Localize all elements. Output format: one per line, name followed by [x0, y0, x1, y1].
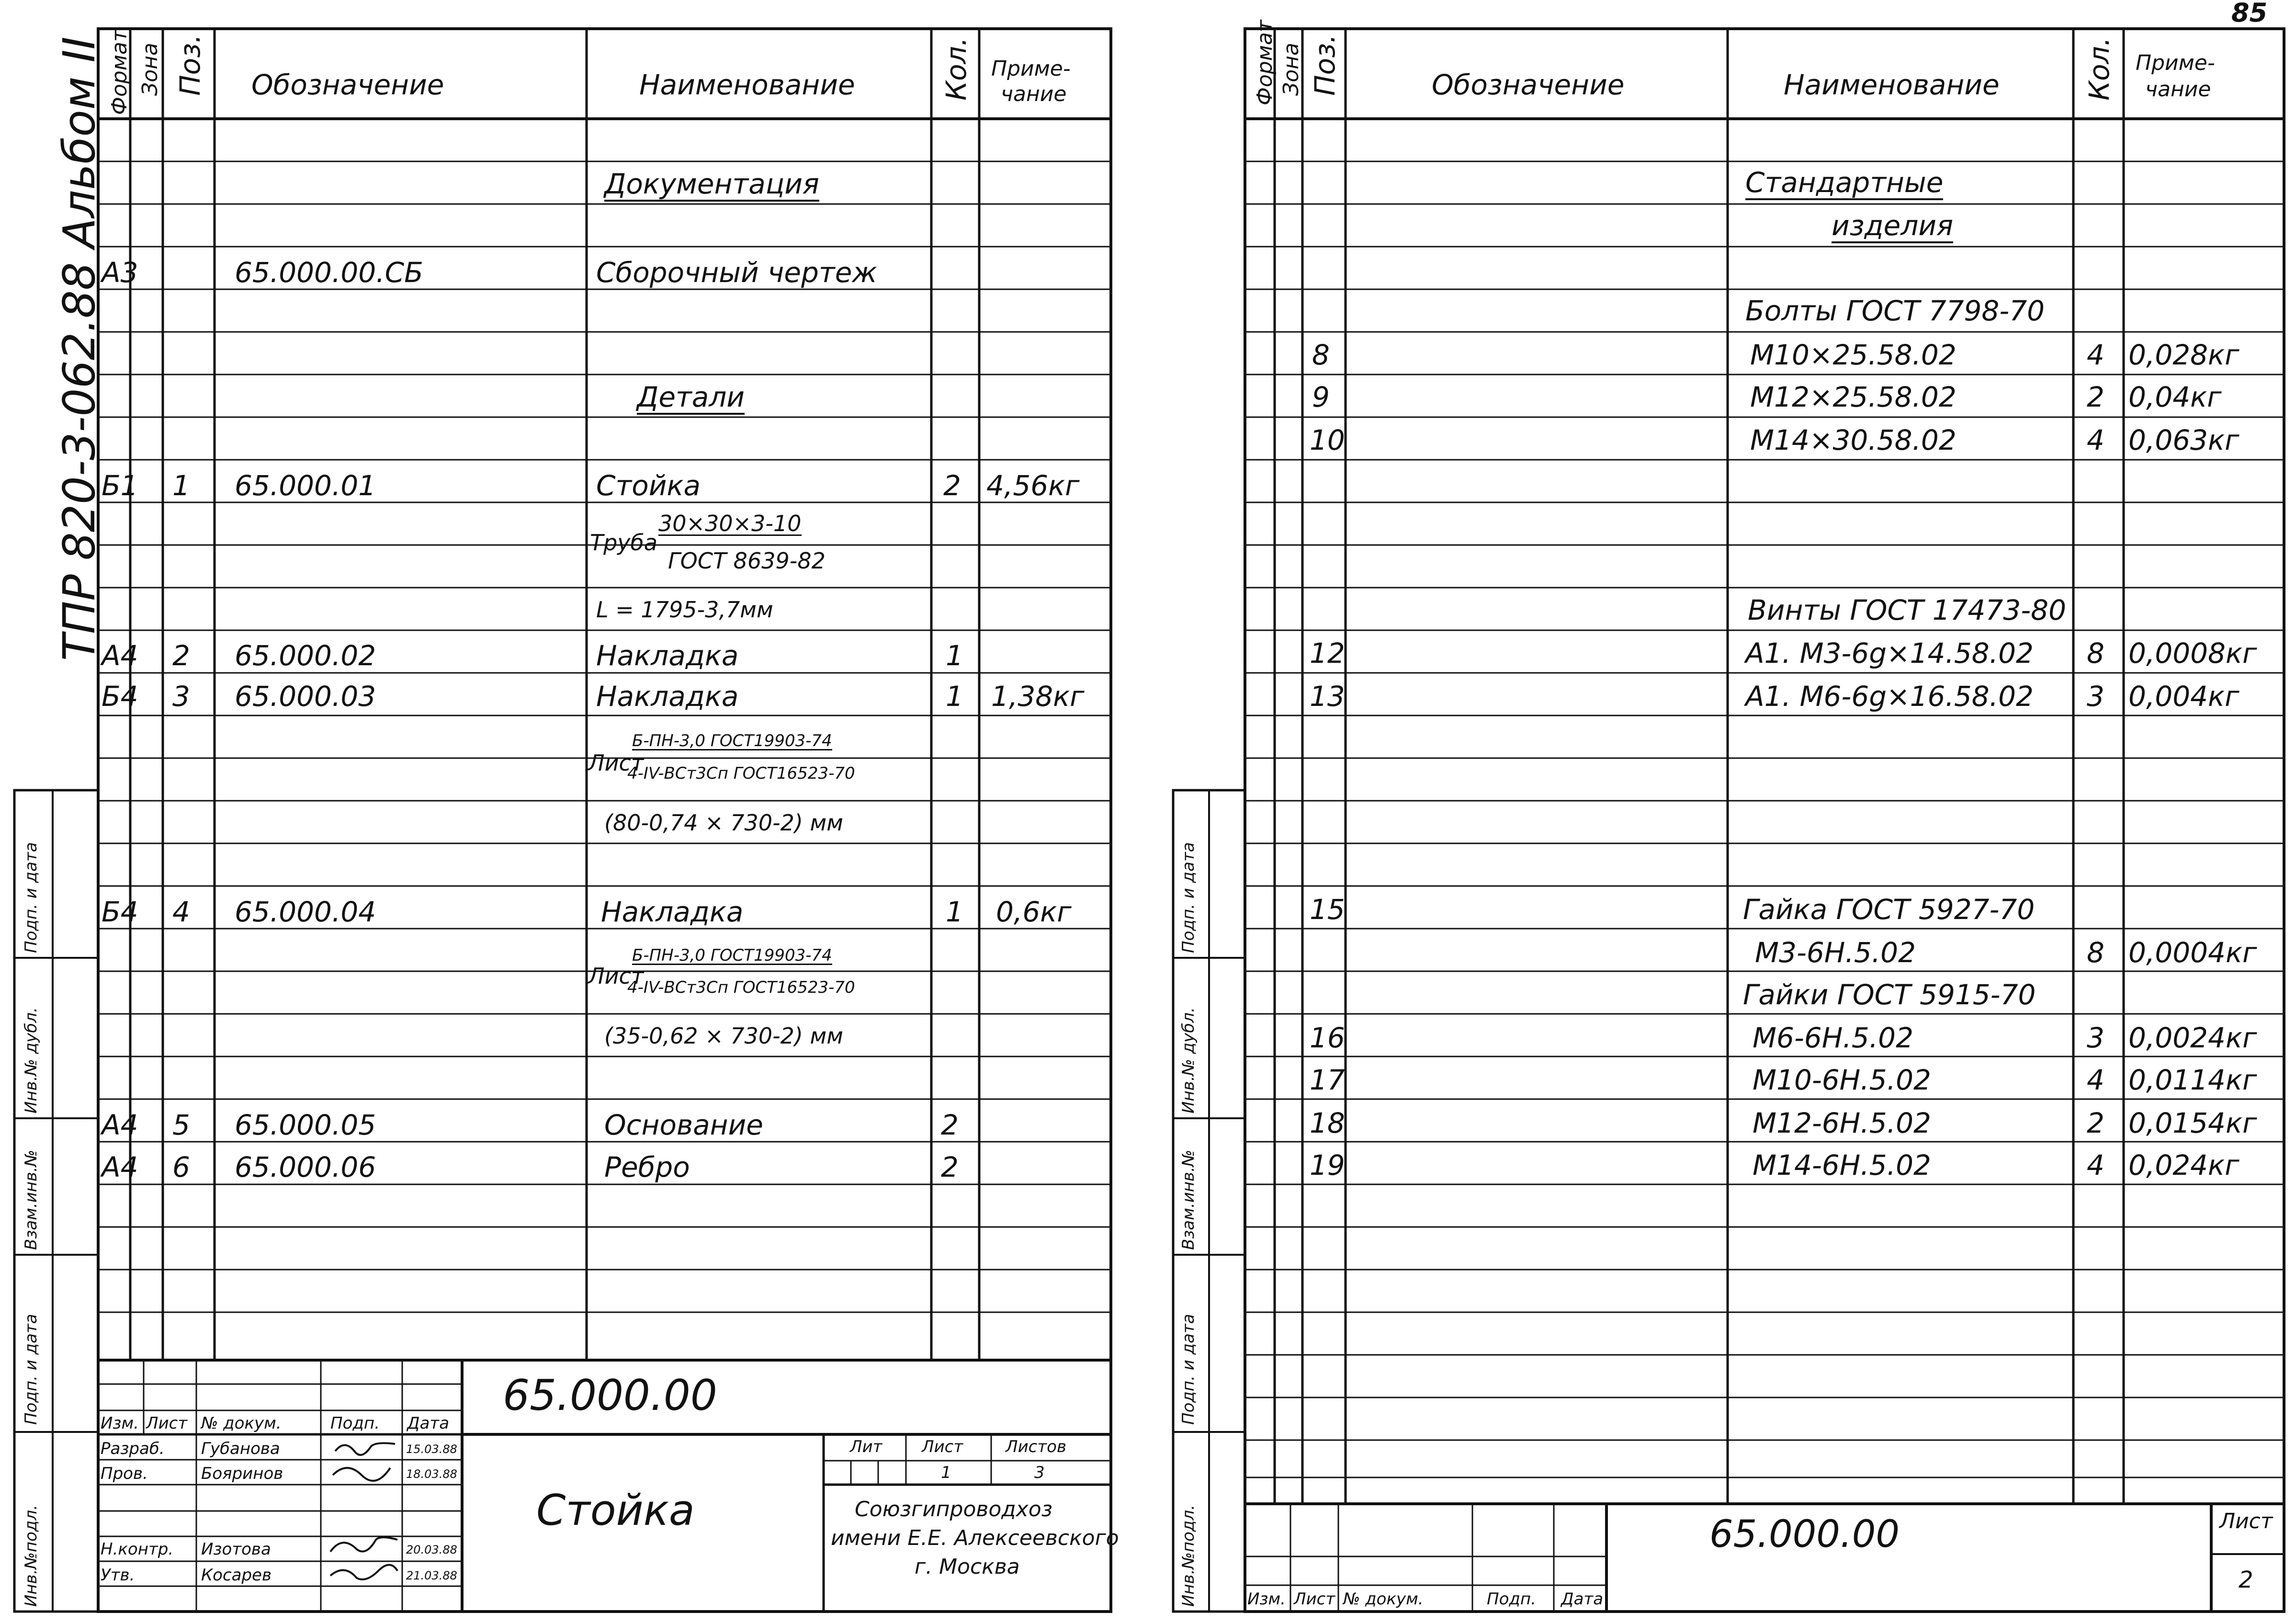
album-label: ТПР 820-3-062.88 Альбом II — [54, 36, 105, 661]
row-designation: 65.000.00.СБ — [235, 256, 423, 289]
row-qty: 8 — [2087, 637, 2104, 670]
row-format: Б4 — [102, 680, 138, 713]
date-norm-control: 20.03.88 — [406, 1543, 457, 1556]
row-note: 0,0114кг — [2128, 1064, 2257, 1096]
row-qty: 1 — [946, 896, 963, 928]
row-name-prefix: Лист — [588, 750, 644, 776]
header-format: Формат — [1253, 20, 1277, 105]
row-note: 0,004кг — [2128, 680, 2239, 713]
date-approver: 21.03.88 — [406, 1569, 457, 1582]
header-qty: Кол. — [2083, 37, 2115, 101]
row-pos: 1 — [172, 469, 190, 502]
org-city: г. Москва — [915, 1555, 1020, 1579]
row-format: Б1 — [102, 469, 138, 502]
col-header-sheet: Лист — [146, 1414, 188, 1433]
name-approver: Косарев — [201, 1566, 272, 1585]
row-qty: 4 — [2087, 1064, 2104, 1096]
row-name: L = 1795-3,7мм — [596, 597, 773, 623]
row-format: А4 — [102, 1151, 138, 1183]
row-qty: 2 — [2087, 1107, 2104, 1139]
row-designation: 65.000.06 — [235, 1151, 376, 1183]
col-header-date: Дата — [1561, 1590, 1604, 1609]
row-designation: 65.000.01 — [235, 469, 376, 502]
row-note: 0,04кг — [2128, 381, 2222, 413]
row-qty: 2 — [941, 1151, 959, 1183]
row-qty: 4 — [2087, 1149, 2104, 1181]
row-format: Б4 — [102, 896, 138, 928]
row-note: 0,063кг — [2128, 424, 2239, 456]
row-note: 0,0004кг — [2128, 936, 2257, 969]
row-note: 0,0154кг — [2128, 1107, 2257, 1139]
stamp-inv-orig: Инв.№подл. — [1179, 1505, 1198, 1607]
section-documentation: Документация — [604, 170, 819, 202]
row-name: Ребро — [604, 1151, 690, 1183]
stamp-inv-orig: Инв.№подл. — [22, 1505, 41, 1607]
col-header-doc: № докум. — [1343, 1590, 1424, 1609]
row-name-bottom: ГОСТ 8639-82 — [668, 548, 826, 574]
row-pos: 17 — [1310, 1064, 1345, 1096]
row-designation: 65.000.02 — [235, 639, 376, 672]
row-note: 1,38кг — [991, 680, 1085, 713]
title-block-code: 65.000.00 — [503, 1371, 717, 1420]
sheet-label: Лист — [922, 1437, 963, 1456]
title-block-title: Стойка — [536, 1486, 695, 1535]
stamp-sign-date-2: Подп. и дата — [22, 842, 41, 953]
row-format: А4 — [102, 639, 138, 672]
sheet-number: 2 — [2239, 1567, 2253, 1593]
row-designation: 65.000.03 — [235, 680, 376, 713]
sheets-label: Листов — [1006, 1437, 1067, 1456]
header-zone: Зона — [1279, 43, 1303, 96]
row-name: М10×25.58.02 — [1750, 339, 1957, 371]
row-name-prefix: Труба — [590, 530, 658, 556]
row-pos: 2 — [172, 639, 190, 672]
header-zone: Зона — [138, 43, 162, 96]
header-designation: Обозначение — [1432, 68, 1625, 101]
org-name-2: имени Е.Е. Алексеевского — [831, 1526, 1119, 1550]
col-header-sign: Подп. — [1487, 1590, 1536, 1609]
row-pos: 18 — [1310, 1107, 1345, 1139]
header-pos: Поз. — [174, 34, 206, 96]
col-header-date: Дата — [407, 1414, 450, 1433]
row-name-top: Б-ПН-3,0 ГОСТ19903-74 — [632, 731, 832, 750]
sheets-total: 3 — [1034, 1463, 1045, 1482]
row-name-top: Б-ПН-3,0 ГОСТ19903-74 — [632, 946, 832, 965]
header-format: Формат — [107, 29, 132, 115]
row-name-top: 30×30×3-10 — [658, 511, 802, 536]
row-name: Накладка — [596, 639, 739, 672]
role-checker: Пров. — [101, 1464, 148, 1483]
row-qty: 2 — [943, 469, 961, 502]
row-pos: 3 — [172, 680, 190, 713]
row-name: М6-6Н.5.02 — [1753, 1022, 1913, 1054]
row-qty: 3 — [2087, 680, 2104, 713]
row-name: М10-6Н.5.02 — [1753, 1064, 1931, 1096]
header-note-line1: Приме- — [991, 57, 1071, 81]
row-name: М14×30.58.02 — [1750, 424, 1957, 456]
row-qty: 8 — [2087, 936, 2104, 969]
date-developer: 15.03.88 — [406, 1442, 457, 1456]
row-name: Винты ГОСТ 17473-80 — [1748, 594, 2066, 626]
header-pos: Поз. — [1309, 34, 1341, 96]
date-checker: 18.03.88 — [406, 1467, 457, 1481]
row-designation: 65.000.05 — [235, 1109, 376, 1141]
title-block-code: 65.000.00 — [1709, 1513, 1900, 1556]
row-name-bottom: 4-IV-ВСт3Сп ГОСТ16523-70 — [627, 764, 855, 783]
row-name: (80-0,74 × 730-2) мм — [604, 810, 843, 836]
row-name: М12-6Н.5.02 — [1753, 1107, 1931, 1139]
row-name: А1. М3-6g×14.58.02 — [1745, 637, 2034, 670]
name-checker: Бояринов — [201, 1464, 283, 1483]
col-header-change: Изм. — [101, 1414, 139, 1433]
org-name: Союзгипроводхоз — [855, 1497, 1053, 1522]
stamp-sign-date-2: Подп. и дата — [1179, 842, 1198, 953]
row-pos: 10 — [1310, 424, 1345, 456]
row-pos: 15 — [1310, 893, 1345, 926]
row-qty: 2 — [941, 1109, 959, 1141]
row-qty: 1 — [946, 680, 963, 713]
stamp-inv-dup: Инв.№ дубл. — [22, 1007, 41, 1113]
row-format: А3 — [102, 256, 138, 289]
row-qty: 3 — [2087, 1022, 2104, 1054]
role-developer: Разраб. — [101, 1439, 165, 1458]
header-note-line2: чание — [2145, 77, 2211, 102]
section-standard: Стандартные — [1745, 169, 1943, 200]
header-name: Наименование — [639, 68, 855, 101]
row-format: А4 — [102, 1109, 138, 1141]
row-name: Основание — [604, 1109, 763, 1141]
role-approver: Утв. — [101, 1566, 135, 1585]
row-name: Болты ГОСТ 7798-70 — [1745, 295, 2045, 327]
signatures — [326, 1437, 402, 1609]
row-note: 0,0008кг — [2128, 637, 2257, 670]
stamp-inv-dup: Инв.№ дубл. — [1179, 1007, 1198, 1113]
page-number: 85 — [2231, 0, 2268, 28]
row-name-prefix: Лист — [588, 963, 644, 989]
header-note-line2: чание — [1001, 82, 1067, 106]
sheet-label: Лист — [2219, 1509, 2273, 1533]
name-developer: Губанова — [201, 1439, 280, 1458]
col-header-sheet: Лист — [1294, 1590, 1335, 1609]
col-header-doc: № докум. — [201, 1414, 282, 1433]
row-note: 0,024кг — [2128, 1149, 2239, 1181]
stamp-replace-inv: Взам.инв.№ — [1179, 1149, 1198, 1250]
header-name: Наименование — [1784, 68, 2000, 101]
sheet-number: 1 — [941, 1463, 951, 1482]
row-pos: 4 — [172, 896, 190, 928]
row-note: 0,028кг — [2128, 339, 2239, 371]
row-name: А1. М6-6g×16.58.02 — [1745, 680, 2034, 713]
right-sheet-grid — [1168, 0, 2296, 1624]
row-qty: 4 — [2087, 424, 2104, 456]
row-name: М3-6Н.5.02 — [1755, 936, 1916, 969]
row-pos: 9 — [1312, 381, 1330, 413]
stamp-sign-date: Подп. и дата — [22, 1314, 41, 1425]
row-name: М12×25.58.02 — [1750, 381, 1957, 413]
row-pos: 6 — [172, 1151, 190, 1183]
row-name: М14-6Н.5.02 — [1753, 1149, 1931, 1181]
section-details: Детали — [637, 383, 745, 415]
left-sheet — [0, 0, 1120, 1624]
row-name: Гайки ГОСТ 5915-70 — [1743, 978, 2036, 1011]
row-designation: 65.000.04 — [235, 896, 376, 928]
stamp-replace-inv: Взам.инв.№ — [22, 1149, 41, 1250]
header-qty: Кол. — [940, 37, 973, 101]
right-sheet — [1168, 0, 2296, 1624]
row-pos: 16 — [1310, 1022, 1345, 1054]
row-note: 0,0024кг — [2128, 1022, 2257, 1054]
row-pos: 5 — [172, 1109, 190, 1141]
row-name: Сборочный чертеж — [596, 256, 877, 289]
row-note: 4,56кг — [986, 469, 1080, 502]
row-qty: 4 — [2087, 339, 2104, 371]
row-name: Гайка ГОСТ 5927-70 — [1743, 893, 2035, 926]
row-pos: 13 — [1310, 680, 1345, 713]
section-items: изделия — [1832, 212, 1953, 243]
row-name-bottom: 4-IV-ВСт3Сп ГОСТ16523-70 — [627, 978, 855, 997]
stamp-sign-date: Подп. и дата — [1179, 1314, 1198, 1425]
col-header-change: Изм. — [1247, 1590, 1286, 1609]
header-note-line1: Приме- — [2136, 51, 2215, 75]
row-qty: 2 — [2087, 381, 2104, 413]
row-note: 0,6кг — [996, 896, 1072, 928]
row-name: Накладка — [601, 896, 744, 928]
row-pos: 8 — [1312, 339, 1330, 371]
row-qty: 1 — [946, 639, 963, 672]
name-norm-control: Изотова — [201, 1540, 271, 1559]
header-designation: Обозначение — [251, 68, 444, 101]
role-norm-control: Н.контр. — [101, 1540, 174, 1559]
lit-label: Лит — [850, 1437, 882, 1456]
row-pos: 12 — [1310, 637, 1345, 670]
row-name: (35-0,62 × 730-2) мм — [604, 1023, 843, 1049]
col-header-sign: Подп. — [330, 1414, 380, 1433]
row-pos: 19 — [1310, 1149, 1345, 1181]
row-name: Накладка — [596, 680, 739, 713]
row-name: Стойка — [596, 469, 701, 502]
